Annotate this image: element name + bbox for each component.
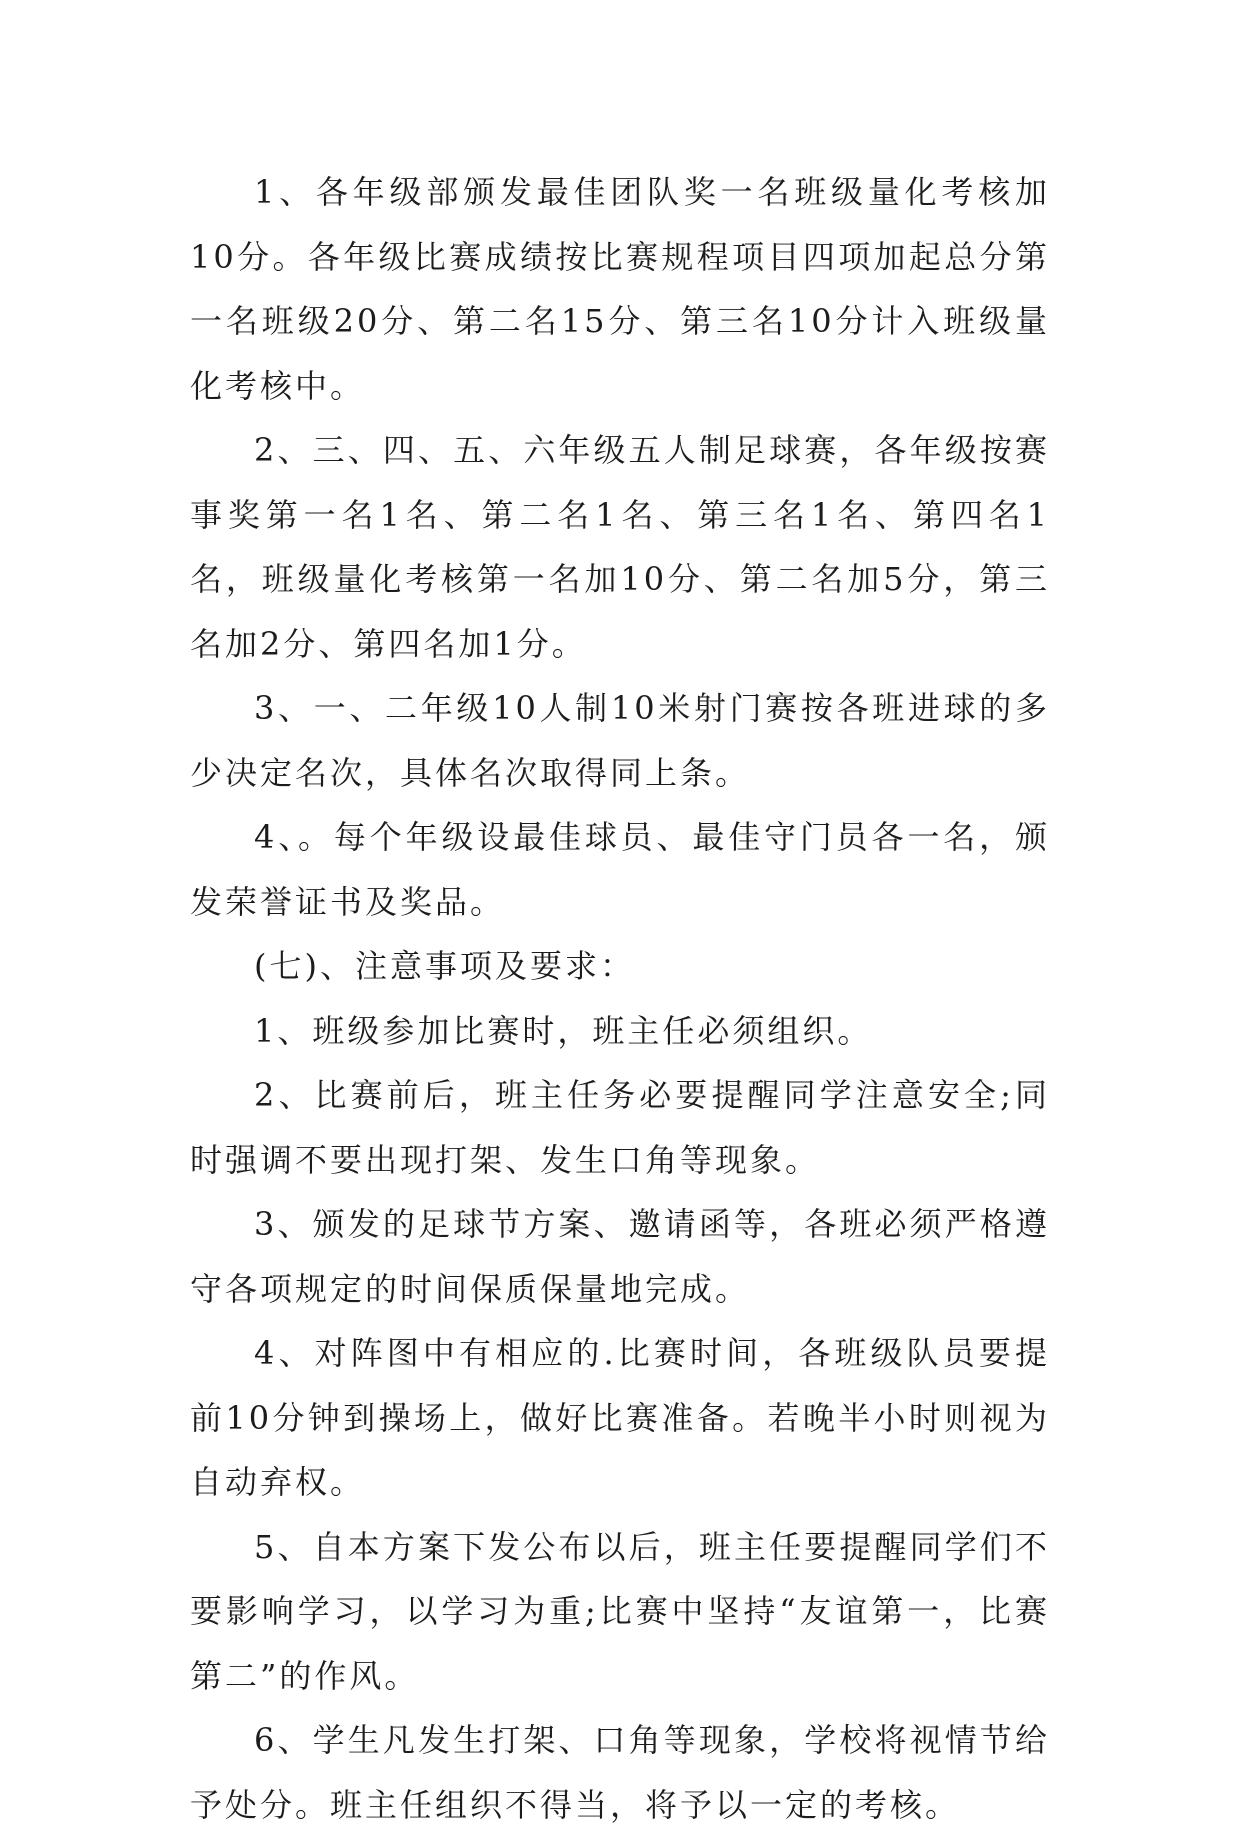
paragraph-shooting-contest: 3、一、二年级10人制10米射门赛按各班进球的多少决定名次，具体名次取得同上条。 [190,689,1050,792]
paragraph-five-a-side: 2、三、四、五、六年级五人制足球赛，各年级按赛事奖第一名1名、第二名1名、第三名1名、第四名1名，班级量化考核第一名加10分、第二名加5分，第三名加2分、第四名加1分。 [190,431,1050,663]
paragraph-best-player: 4、。每个年级设最佳球员、最佳守门员各一名，颁发荣誉证书及奖品。 [190,818,1050,921]
paragraph-note-4: 4、对阵图中有相应的.比赛时间，各班级队员要提前10分钟到操场上，做好比赛准备。若晚半小时则视为自动弃权。 [190,1334,1050,1501]
paragraph-note-5: 5、自本方案下发公布以后，班主任要提醒同学们不要影响学习，以学习为重;比赛中坚持“友谊第一，比赛第二”的作风。 [190,1527,1050,1695]
paragraph-award-team: 1、各年级部颁发最佳团队奖一名班级量化考核加10分。各年级比赛成绩按比赛规程项目四项加起总分第一名班级20分、第二名15分、第三名10分计入班级量化考核中。 [190,173,1050,405]
paragraph-note-6: 6、学生凡发生打架、口角等现象，学校将视情节给予处分。班主任组织不得当，将予以一定的考核。 [190,1721,1050,1824]
paragraph-note-2: 2、比赛前后，班主任务必要提醒同学注意安全;同时强调不要出现打架、发生口角等现象。 [190,1076,1050,1179]
section-heading-notes: (七)、注意事项及要求： [254,947,635,985]
paragraph-note-1: 1、班级参加比赛时，班主任必须组织。 [254,1011,873,1050]
paragraph-note-3: 3、颁发的足球节方案、邀请函等，各班必须严格遵守各项规定的时间保质保量地完成。 [190,1205,1050,1308]
document-body [190,160,1050,1837]
